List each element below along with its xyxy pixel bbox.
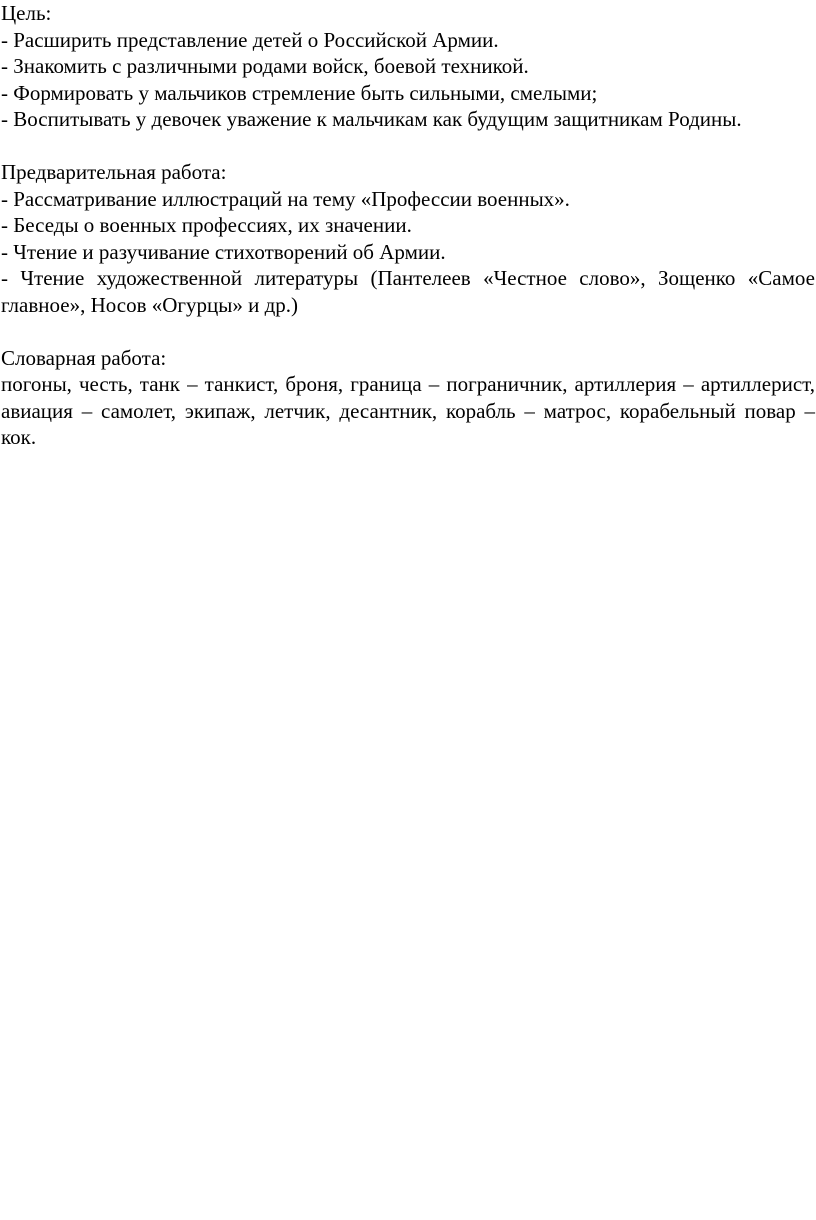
preliminary-item: - Беседы о военных профессиях, их значении. (1, 213, 412, 237)
vocabulary-heading: Словарная работа: (1, 345, 167, 370)
preliminary-section (1, 159, 815, 318)
goal-section (1, 0, 815, 133)
preliminary-item: - Рассматривание иллюстраций на тему «Профессии военных». (1, 186, 570, 211)
vocabulary-text: погоны, честь, танк – танкист, броня, граница – пограничник, артиллерия – артиллерист, авиация – самолет, экипаж, летчик, десантник, корабль – матрос, корабельный повар – кок. (1, 372, 815, 449)
goal-item: - Расширить представление детей о Российской Армии. (1, 27, 499, 52)
preliminary-heading: Предварительная работа: (1, 160, 227, 184)
goal-item: - Воспитывать у девочек уважение к мальчикам как будущим защитникам Родины. (1, 107, 742, 131)
preliminary-item-literature: - Чтение художественной литературы (Пантелеев «Честное слово», Зощенко «Самое главное», Носов «Огурцы» и др.) (1, 266, 815, 317)
goal-item: - Знакомить с различными родами войск, боевой техникой. (1, 54, 529, 78)
document-page (1, 0, 815, 477)
goal-item: - Формировать у мальчиков стремление быть сильными, смелыми; (1, 80, 598, 105)
vocabulary-section (1, 345, 815, 451)
goal-heading: Цель: (1, 1, 52, 25)
preliminary-item: - Чтение и разучивание стихотворений об Армии. (1, 239, 446, 264)
